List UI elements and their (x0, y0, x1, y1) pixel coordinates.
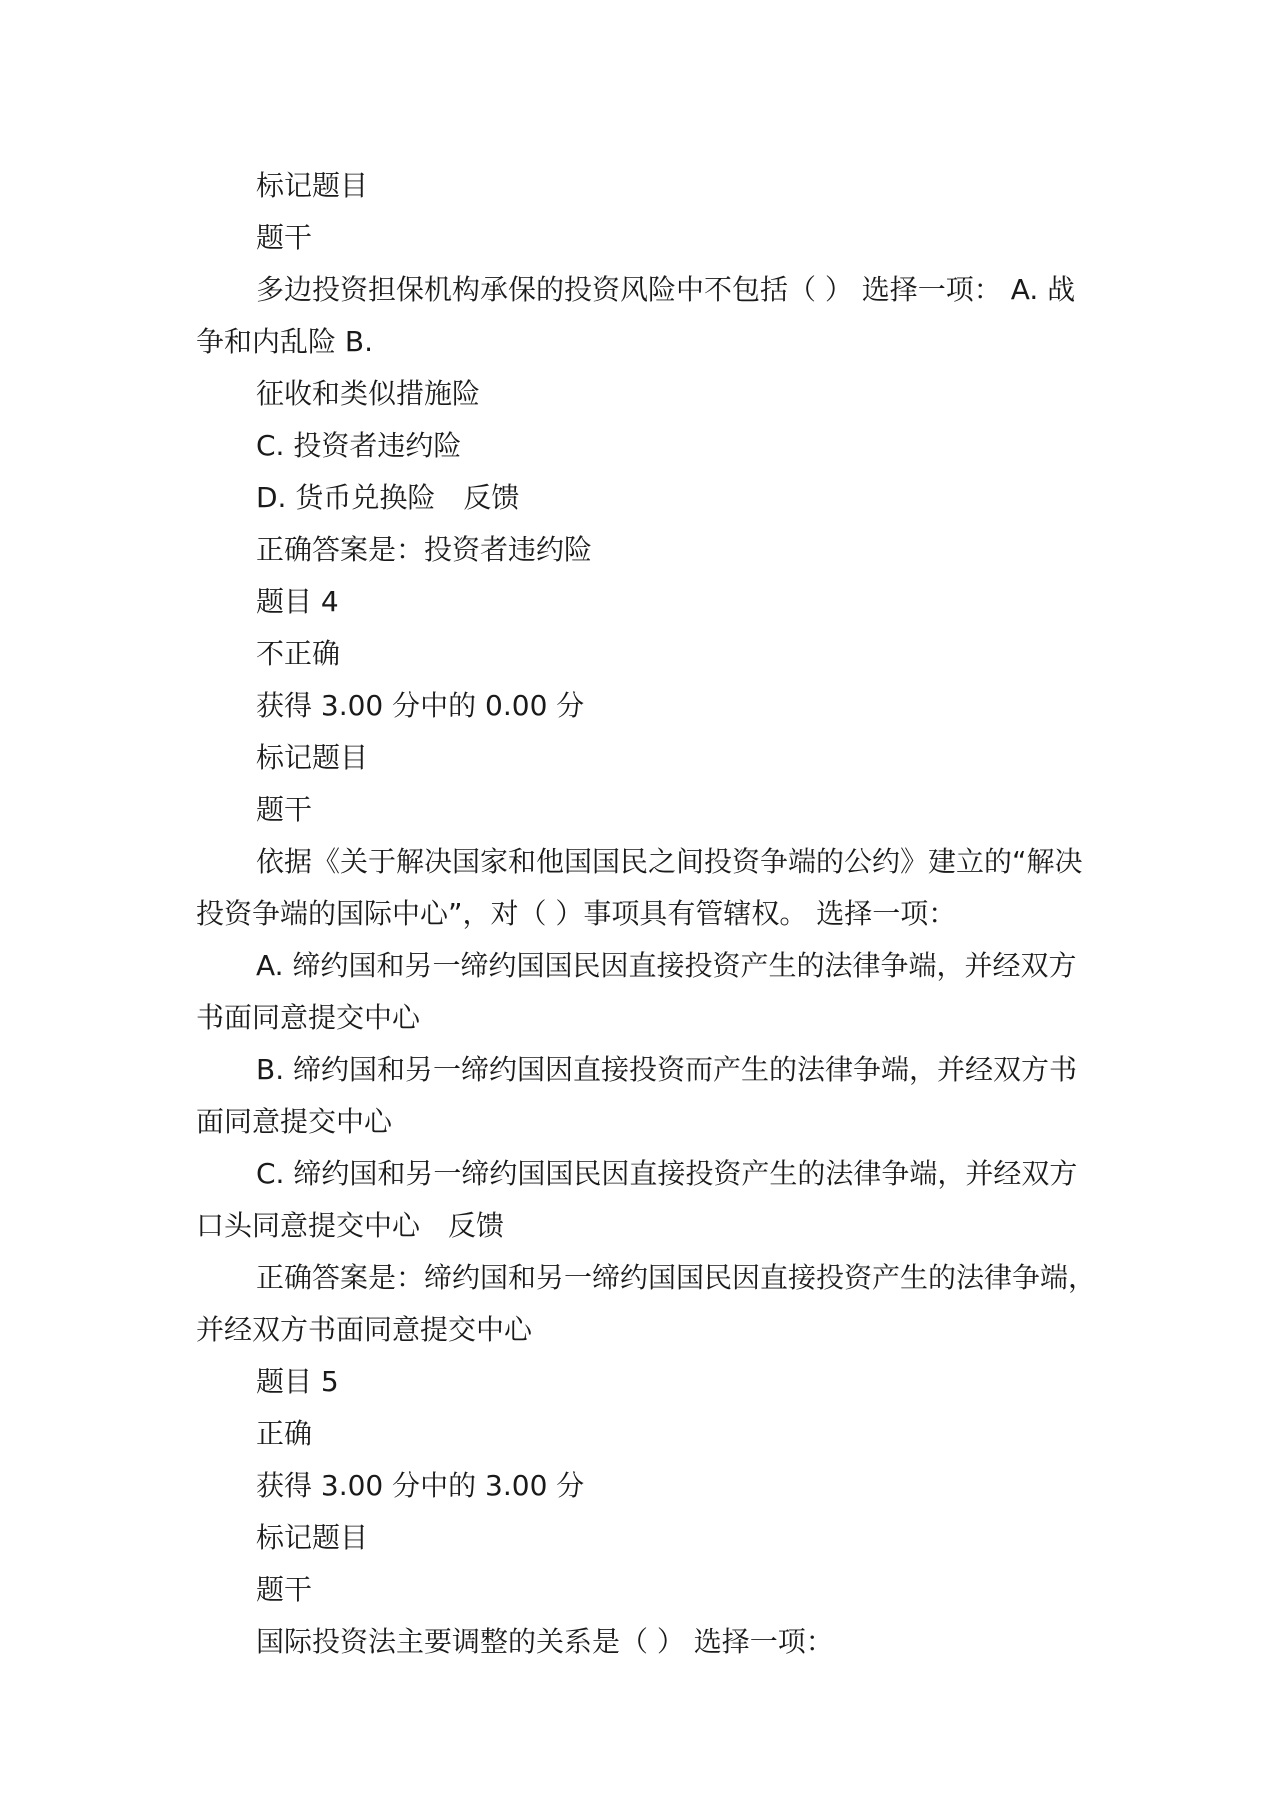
q3-answer: 正确答案是：投资者违约险 (256, 533, 593, 566)
q3-flag: 标记题目 (256, 169, 369, 202)
q4-answer: 正确答案是：缔约国和另一缔约国国民因直接投资产生的法律争端，并经双方书面同意提交中心 (196, 1261, 1097, 1346)
q5-stem: 国际投资法主要调整的关系是（ ） 选择一项： (256, 1625, 834, 1658)
q3-stem: 多边投资担保机构承保的投资风险中不包括（ ） 选择一项： A. 战争和内乱险 B. (196, 273, 1076, 358)
q3-option-b: 征收和类似措施险 (256, 377, 481, 410)
q4-feedback: 反馈 (448, 1209, 505, 1242)
q4-option-b: B. 缔约国和另一缔约国因直接投资而产生的法律争端，并经双方书面同意提交中心 (196, 1053, 1078, 1138)
q4-title: 题目 4 (256, 585, 339, 618)
q3-option-d-line (196, 472, 1096, 524)
q4-score: 获得 3.00 分中的 0.00 分 (256, 689, 585, 722)
q4-option-a: A. 缔约国和另一缔约国国民因直接投资产生的法律争端，并经双方书面同意提交中心 (196, 949, 1077, 1034)
q4-option-c: C. 缔约国和另一缔约国国民因直接投资产生的法律争端，并经双方口头同意提交中心 (196, 1157, 1078, 1242)
q3-feedback: 反馈 (463, 481, 520, 514)
q5-status: 正确 (256, 1417, 313, 1450)
q4-status: 不正确 (256, 637, 341, 670)
q4-flag: 标记题目 (256, 741, 369, 774)
q5-title: 题目 5 (256, 1365, 339, 1398)
q3-option-c: C. 投资者违约险 (256, 429, 462, 462)
q4-stem: 依据《关于解决国家和他国国民之间投资争端的公约》建立的“解决投资争端的国际中心”，对（ ）事项具有管辖权。 选择一项： (196, 845, 1083, 930)
q5-score: 获得 3.00 分中的 3.00 分 (256, 1469, 585, 1502)
q5-stem-label: 题干 (256, 1573, 313, 1606)
q4-stem-label: 题干 (256, 793, 313, 826)
q5-flag: 标记题目 (256, 1521, 369, 1554)
q4-option-c-line (196, 1148, 1096, 1252)
q3-option-d: D. 货币兑换险 (256, 481, 436, 514)
document-content (196, 160, 1096, 1668)
q3-stem-label: 题干 (256, 221, 313, 254)
